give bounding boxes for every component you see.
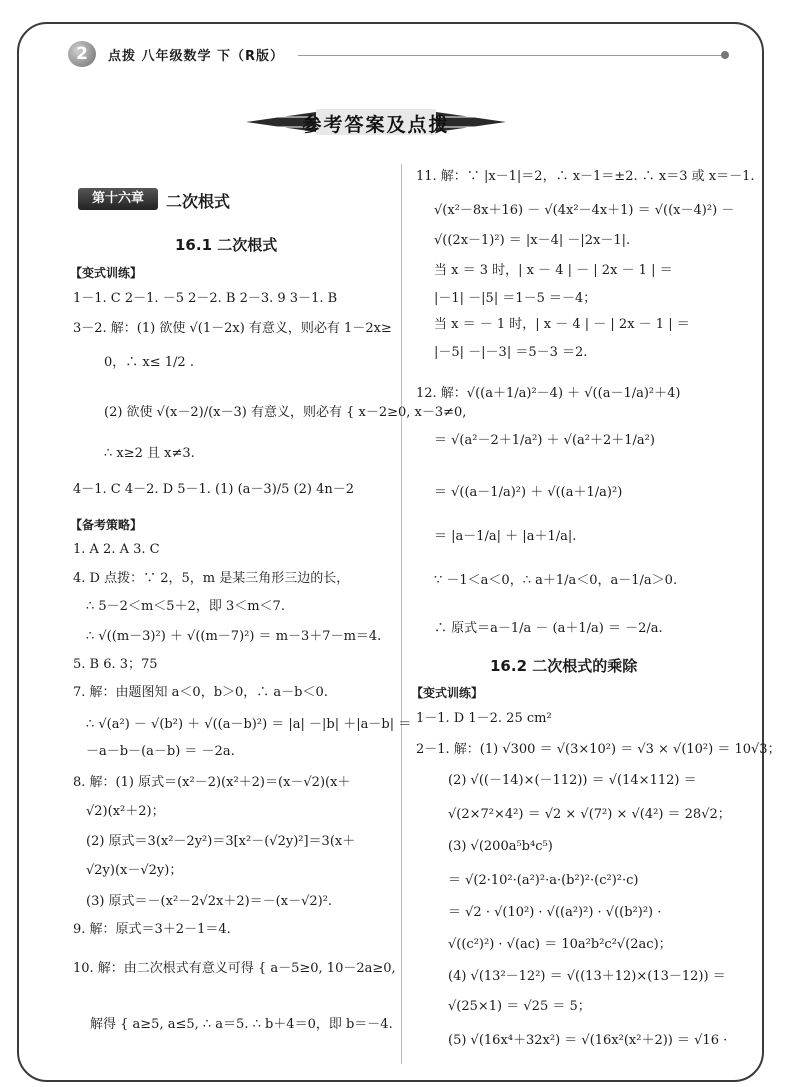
tag-exam-strategy: 【备考策略】 [70,518,143,532]
answer-line: (3) √(200a⁵b⁴c⁵) [448,839,553,854]
column-divider [401,164,402,1064]
page-number: 2 [68,41,96,67]
answer-line: 3－2. 解：(1) 欲使 √(1－2x) 有意义，则必有 1－2x≥ [73,321,392,336]
chapter-title: 二次根式 [166,192,231,211]
running-title: 点拨 八年级数学 下（R版） [108,49,285,64]
answer-line: 4. D 点拨：∵ 2，5，m 是某三角形三边的长， [73,571,350,586]
answer-line: ∴ 原式＝a－1/a － (a＋1/a) ＝ －2/a. [434,621,663,636]
answer-line: √2)(x²＋2)； [86,804,165,819]
answer-line: 9. 解：原式＝3＋2－1＝4. [73,922,231,937]
answer-line: 5. B 6. 3；75 [73,657,158,672]
answer-line: |－5| －|－3| ＝5－3 ＝2. [434,345,588,360]
answer-line: |－1| －|5| ＝1－5 ＝－4； [434,291,597,306]
section-title-16-1: 16.1 二次根式 [175,236,278,254]
banner-title: 参考答案及点拨 [302,114,450,136]
answer-line: 1－1. C 2－1. －5 2－2. B 2－3. 9 3－1. B [73,291,338,306]
answer-line: √2y)(x－√2y)； [86,863,183,878]
answer-line: (5) √(16x⁴＋32x²) ＝ √(16x²(x²＋2)) ＝ √16 · [448,1033,728,1048]
answer-line: (2) 原式＝3(x²－2y²)＝3[x²－(√2y)²]＝3(x＋ [86,834,356,849]
tag-variant-training: 【变式训练】 [70,266,143,280]
answer-line: (2) √((－14)×(－112)) ＝ √(14×112) ＝ [448,773,697,788]
answer-line: √((2x－1)²) ＝ |x－4| －|2x－1|. [434,233,631,248]
answer-line: √((c²)²) · √(ac) ＝ 10a²b²c²√(2ac)； [448,937,672,952]
answer-line: 当 x ＝ － 1 时，| x － 4 | － | 2x － 1 | ＝ [434,317,690,332]
answer-line: √(2×7²×4²) ＝ √2 × √(7²) × √(4²) ＝ 28√2； [448,807,731,822]
answer-line: 11. 解：∵ |x－1|＝2，∴ x－1＝±2. ∴ x＝3 或 x＝－1. [416,169,755,184]
answer-line: 12. 解：√((a＋1/a)²－4) ＋ √((a－1/a)²＋4) [416,386,681,401]
answer-line: (3) 原式＝－(x²－2√2x＋2)＝－(x－√2)². [86,894,333,909]
answer-line: 7. 解：由题图知 a＜0，b＞0，∴ a－b＜0. [73,685,328,700]
answer-line: ∵ －1＜a＜0，∴ a＋1/a＜0，a－1/a＞0. [434,573,678,588]
answer-line: ＝ |a－1/a| ＋ |a＋1/a|. [434,529,577,544]
answer-line: √(x²－8x＋16) － √(4x²－4x＋1) ＝ √((x－4)²) － [434,203,735,218]
answer-line: (2) 欲使 √(x－2)/(x－3) 有意义，则必有 { x－2≥0, x－3≠0, [104,405,467,420]
answer-line: ＝ √(2·10²·(a²)²·a·(b²)²·(c²)²·c) [448,873,639,888]
header-rule [298,55,723,56]
answer-line: 当 x ＝ 3 时，| x － 4 | － | 2x － 1 | ＝ [434,263,673,278]
section-title-16-2: 16.2 二次根式的乘除 [490,657,638,675]
page-header [68,38,728,68]
answer-line: 1－1. D 1－2. 25 cm² [416,711,552,726]
answer-line: ∴ 5－2＜m＜5＋2，即 3＜m＜7. [86,599,285,614]
answer-banner [246,106,506,138]
answer-line: ＝ √((a－1/a)²) ＋ √((a＋1/a)²) [434,485,623,500]
answer-line: ∴ x≥2 且 x≠3. [104,446,195,461]
answer-line: 1. A 2. A 3. C [73,542,160,557]
answer-line: 8. 解：(1) 原式＝(x²－2)(x²＋2)＝(x－√2)(x＋ [73,775,351,790]
answer-line: 0，∴ x≤ 1/2 . [104,355,194,370]
answer-line: 解得 { a≥5, a≤5, ∴ a＝5. ∴ b＋4＝0，即 b＝－4. [90,1017,393,1032]
answer-line: 10. 解：由二次根式有意义可得 { a－5≥0, 10－2a≥0, [73,961,396,976]
header-dot [721,51,729,59]
answer-line: ＝ √(a²－2＋1/a²) ＋ √(a²＋2＋1/a²) [434,433,655,448]
chapter-badge: 第十六章 [78,188,158,210]
answer-line: 4－1. C 4－2. D 5－1. (1) (a－3)/5 (2) 4n－2 [73,482,355,497]
tag-variant-training-2: 【变式训练】 [411,686,484,700]
answer-line: 2－1. 解：(1) √300 ＝ √(3×10²) ＝ √3 × √(10²) ＝ 10√3； [416,742,781,757]
answer-line: －a－b－(a－b) ＝ －2a. [86,744,235,759]
answer-line: ∴ √((m－3)²) ＋ √((m－7)²) ＝ m－3＋7－m＝4. [86,629,382,644]
answer-line: ＝ √2 · √(10²) · √((a²)²) · √((b²)²) · [448,905,662,920]
answer-line: √(25×1) ＝ √25 ＝ 5； [448,999,591,1014]
answer-line: (4) √(13²－12²) ＝ √((13＋12)×(13－12)) ＝ [448,969,726,984]
answer-line: ∴ √(a²) － √(b²) ＋ √((a－b)²) ＝ |a| －|b| ＋|a－b| ＝ [86,717,412,732]
